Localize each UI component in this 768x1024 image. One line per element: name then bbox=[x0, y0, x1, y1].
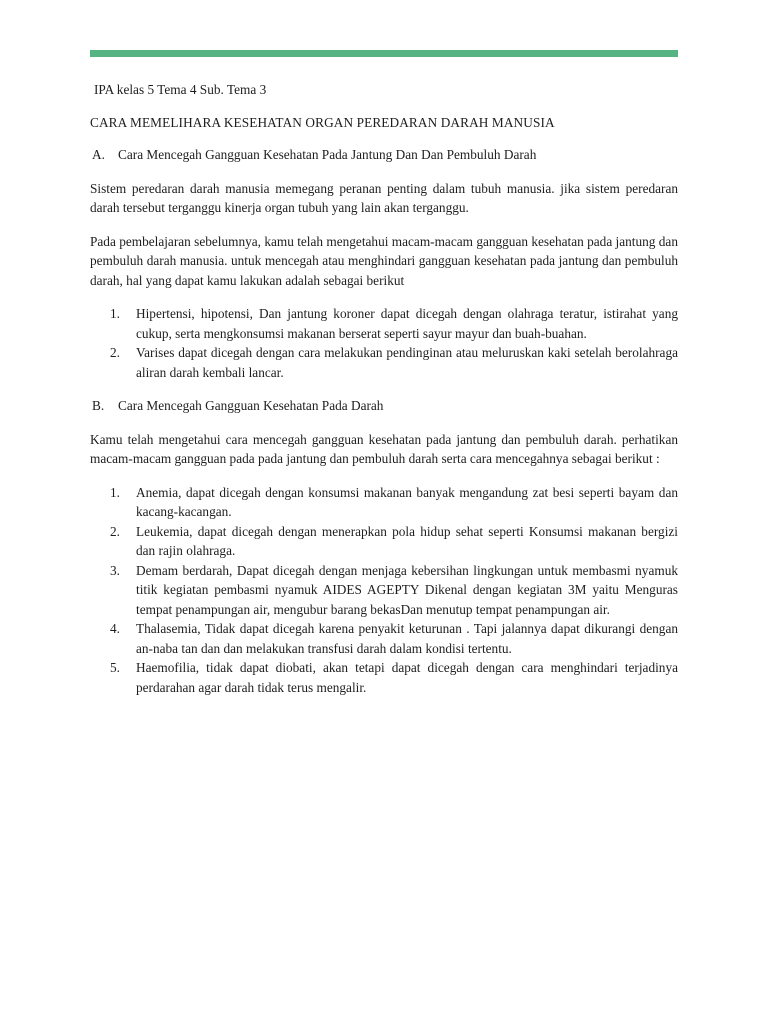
section-a-paragraph-2: Pada pembelajaran sebelumnya, kamu telah mengetahui macam-macam gangguan kesehatan pada jantung dan pembuluh darah manusia. untuk mencegah atau menghindari gangguan kesehatan pada jantung dan pembuluh darah, hal yang dapat kamu lakukan adalah sebagai berikut bbox=[90, 233, 678, 288]
list-item-text: Hipertensi, hipotensi, Dan jantung koroner dapat dicegah dengan olahraga teratur, istirahat yang cukup, serta mengkonsumsi makanan berserat seperti sayur mayur dan buah-buahan. bbox=[136, 306, 678, 341]
list-item bbox=[90, 522, 678, 561]
document-title: CARA MEMELIHARA KESEHATAN ORGAN PEREDARAN DARAH MANUSIA bbox=[90, 114, 555, 130]
list-item-number: 1. bbox=[110, 484, 120, 500]
list-item-number: 2. bbox=[110, 345, 120, 360]
section-b-letter: B. bbox=[92, 398, 105, 413]
section-a-heading bbox=[90, 145, 678, 165]
list-item bbox=[90, 304, 678, 343]
list-item-text: Varises dapat dicegah dengan cara melakukan pendinginan atau meluruskan kaki setelah berolahraga aliran darah kembali lancar. bbox=[136, 345, 678, 380]
list-item-number: 3. bbox=[110, 562, 120, 578]
section-a-list bbox=[90, 304, 678, 382]
list-item-number: 5. bbox=[110, 660, 120, 675]
section-b-list bbox=[90, 483, 678, 698]
section-a-paragraph-1: Sistem peredaran darah manusia memegang peranan penting dalam tubuh manusia. jika sistem peredaran darah tersebut terganggu kinerja organ tubuh yang lain akan terganggu. bbox=[90, 180, 678, 215]
list-item-text: Thalasemia, Tidak dapat dicegah karena penyakit keturunan . Tapi jalannya dapat dikurangi dengan an-naba tan dan dan melakukan transfusi darah dalam kondisi tertentu. bbox=[136, 621, 678, 656]
section-b-title: Cara Mencegah Gangguan Kesehatan Pada Darah bbox=[118, 398, 384, 413]
list-item-number: 2. bbox=[110, 523, 120, 539]
list-item-text: Demam berdarah, Dapat dicegah dengan menjaga kebersihan lingkungan untuk membasmi nyamuk titik kegiatan pembasmi nyamuk AIDES AGEPTY Dikenal dengan kegiatan 3M yaitu Menguras tempat penampungan air, mengubur barang bekasDan menutup tempat penampungan air. bbox=[136, 562, 678, 617]
section-a-letter: A. bbox=[92, 147, 105, 162]
section-b-heading bbox=[90, 396, 678, 416]
list-item-number: 1. bbox=[110, 306, 120, 321]
document-body bbox=[90, 80, 678, 711]
list-item bbox=[90, 658, 678, 697]
section-a-title: Cara Mencegah Gangguan Kesehatan Pada Jantung Dan Dan Pembuluh Darah bbox=[118, 147, 537, 162]
list-item bbox=[90, 561, 678, 620]
list-item-text: Anemia, dapat dicegah dengan konsumsi makanan banyak mengandung zat besi seperti bayam dan kacang-kacangan. bbox=[136, 484, 678, 519]
list-item-text: Haemofilia, tidak dapat diobati, akan tetapi dapat dicegah dengan cara menghindari terjadinya perdarahan agar darah tidak terus mengalir. bbox=[136, 660, 678, 695]
list-item-text: Leukemia, dapat dicegah dengan menerapkan pola hidup sehat seperti Konsumsi makanan bergizi dan rajin olahraga. bbox=[136, 523, 678, 558]
header-accent-bar bbox=[90, 50, 678, 57]
subject-line: IPA kelas 5 Tema 4 Sub. Tema 3 bbox=[94, 82, 267, 97]
list-item bbox=[90, 483, 678, 522]
section-b-paragraph-1: Kamu telah mengetahui cara mencegah gangguan kesehatan pada jantung dan pembuluh darah. perhatikan macam-macam gangguan pada pada jantung dan pembuluh darah serta cara mencegahnya sebagai berikut : bbox=[90, 431, 678, 466]
list-item bbox=[90, 343, 678, 382]
list-item-number: 4. bbox=[110, 621, 120, 636]
list-item bbox=[90, 619, 678, 658]
